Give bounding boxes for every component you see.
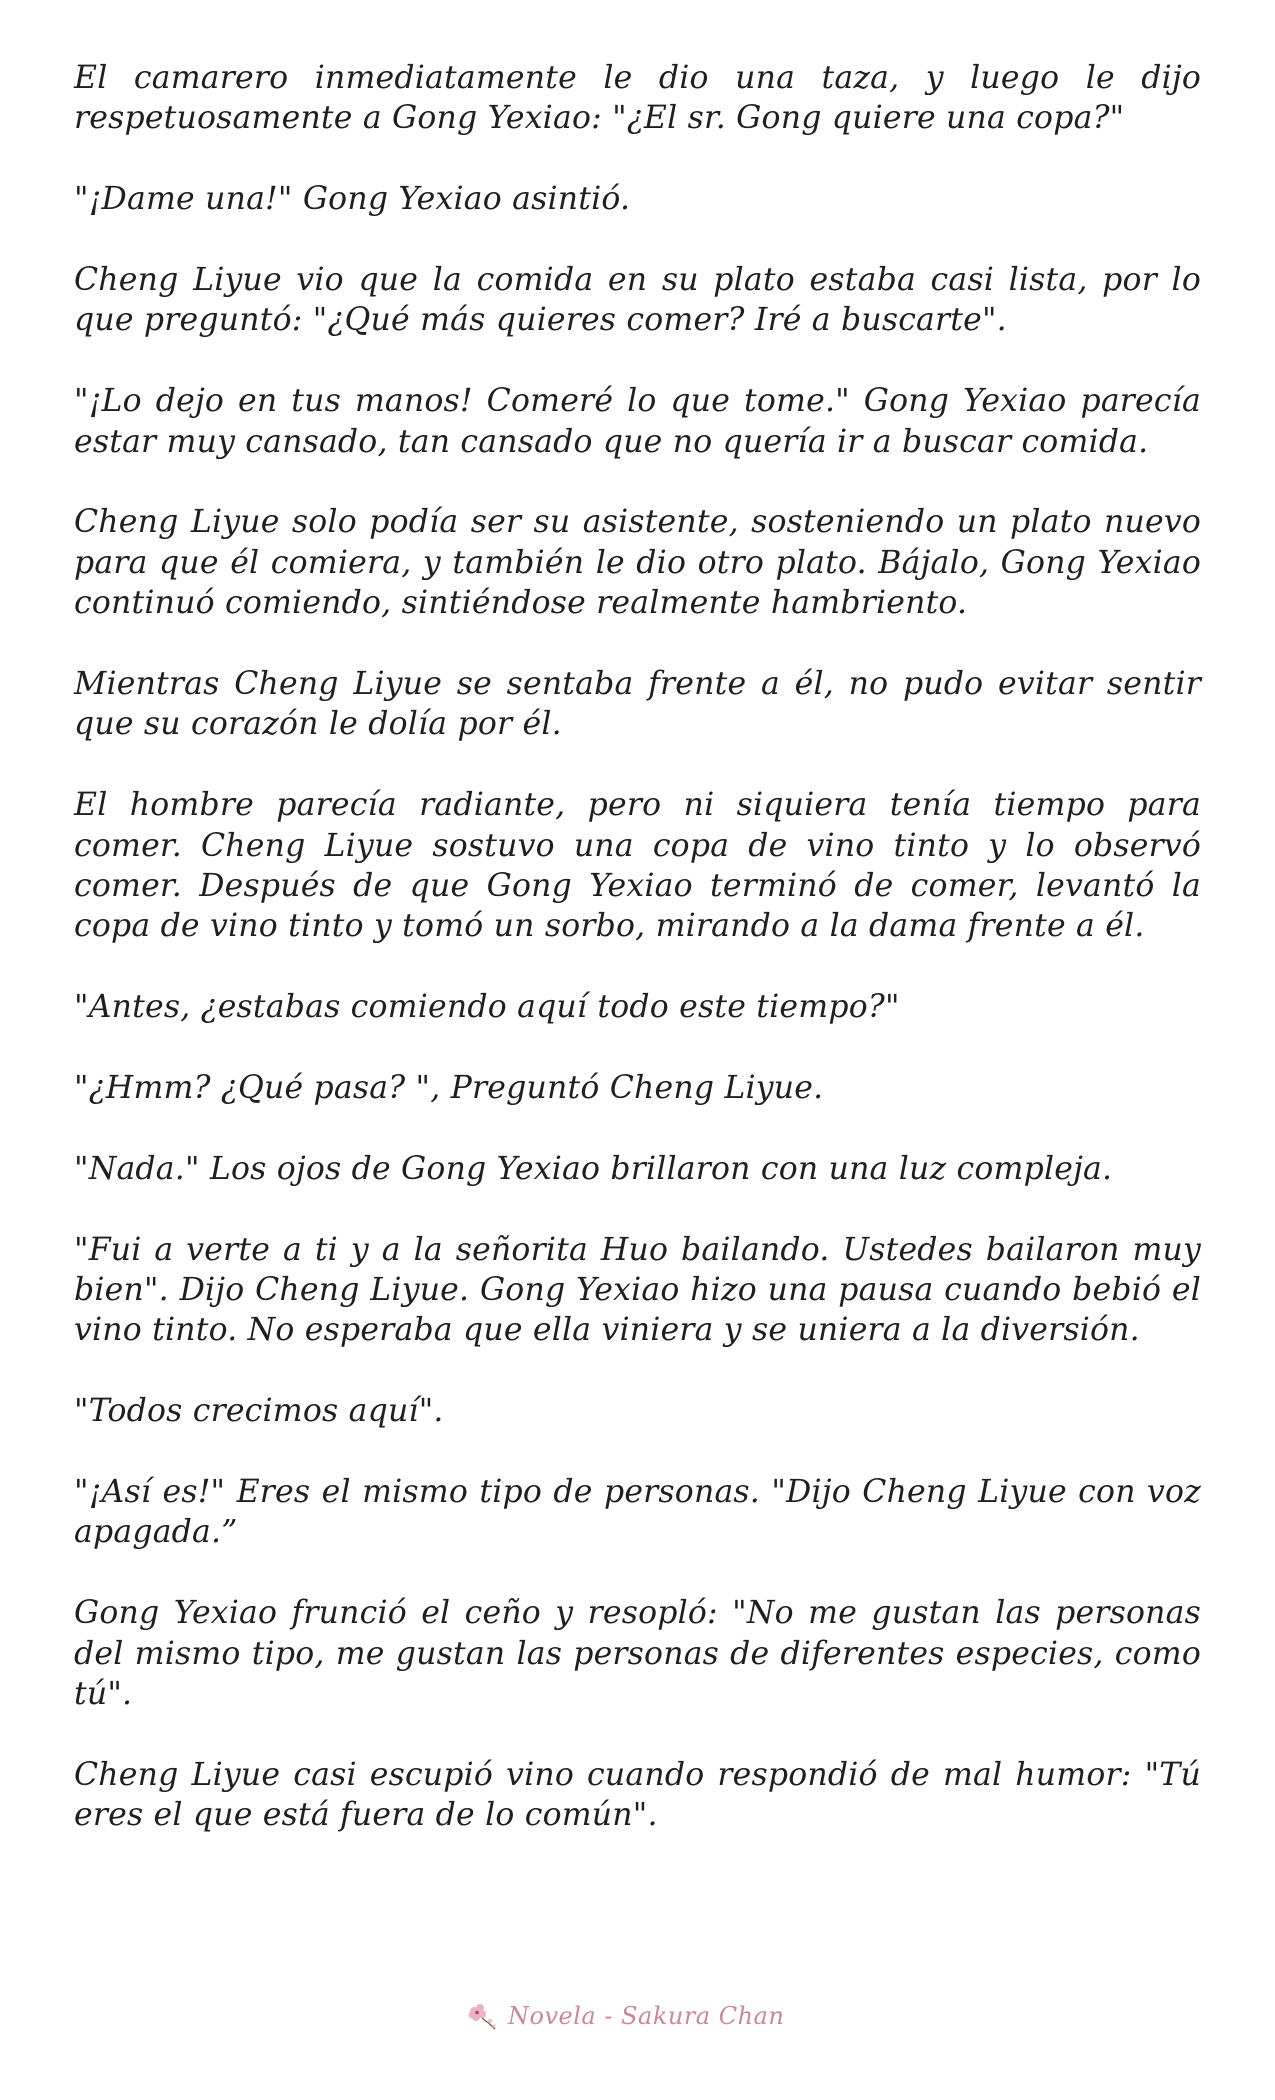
paragraph: "Todos crecimos aquí". xyxy=(74,1393,444,1430)
paragraph: "¡Lo dejo en tus manos! Comeré lo que tome." Gong Yexiao parecía estar muy cansado, tan cansado que no quería ir a buscar comida. xyxy=(74,383,1201,460)
paragraph: El hombre parecía radiante, pero ni siquiera tenía tiempo para comer. Cheng Liyue sostuvo una copa de vino tinto y lo observó comer. Después de que Gong Yexiao terminó de comer, levantó la copa de vino tinto y tomó un sorbo, mirando a la dama frente a él. xyxy=(74,787,1201,945)
paragraph: Mientras Cheng Liyue se sentaba frente a él, no pudo evitar sentir que su corazón le dolía por él. xyxy=(74,666,1201,743)
paragraph: Cheng Liyue casi escupió vino cuando respondió de mal humor: "Tú eres el que está fuera de lo común". xyxy=(74,1756,1201,1834)
document-body xyxy=(74,58,1201,1876)
watermark-text: Novela - Sakura Chan xyxy=(508,2002,785,2030)
paragraph: "Nada." Los ojos de Gong Yexiao brillaron con una luz compleja. xyxy=(74,1150,1113,1187)
paragraph: Gong Yexiao frunció el ceño y resopló: "No me gustan las personas del mismo tipo, me gustan las personas de diferentes especies, como tú". xyxy=(74,1595,1201,1713)
watermark xyxy=(462,1996,784,2036)
paragraph: "Fui a verte a ti y a la señorita Huo bailando. Ustedes bailaron muy bien". Dijo Cheng Liyue. Gong Yexiao hizo una pausa cuando bebió el vino tinto. No esperaba que ella viniera y se uniera a la diversión. xyxy=(74,1231,1201,1349)
paragraph: "¡Dame una!" Gong Yexiao asintió. xyxy=(74,181,631,218)
paragraph: Cheng Liyue vio que la comida en su plato estaba casi lista, por lo que preguntó: "¿Qué más quieres comer? Iré a buscarte". xyxy=(74,262,1201,339)
paragraph: "¿Hmm? ¿Qué pasa? ", Preguntó Cheng Liyue. xyxy=(74,1070,824,1107)
paragraph: "Antes, ¿estabas comiendo aquí todo este tiempo?" xyxy=(74,989,900,1026)
paragraph: Cheng Liyue solo podía ser su asistente, sosteniendo un plato nuevo para que él comiera, y también le dio otro plato. Bájalo, Gong Yexiao continuó comiendo, sintiéndose realmente hambriento. xyxy=(74,504,1201,622)
sakura-flower-icon xyxy=(462,1999,502,2033)
paragraph: El camarero inmediatamente le dio una taza, y luego le dijo respetuosamente a Gong Yexiao: "¿El sr. Gong quiere una copa?" xyxy=(74,60,1201,137)
paragraph: "¡Así es!" Eres el mismo tipo de personas. "Dijo Cheng Liyue con voz apagada.” xyxy=(74,1474,1201,1551)
